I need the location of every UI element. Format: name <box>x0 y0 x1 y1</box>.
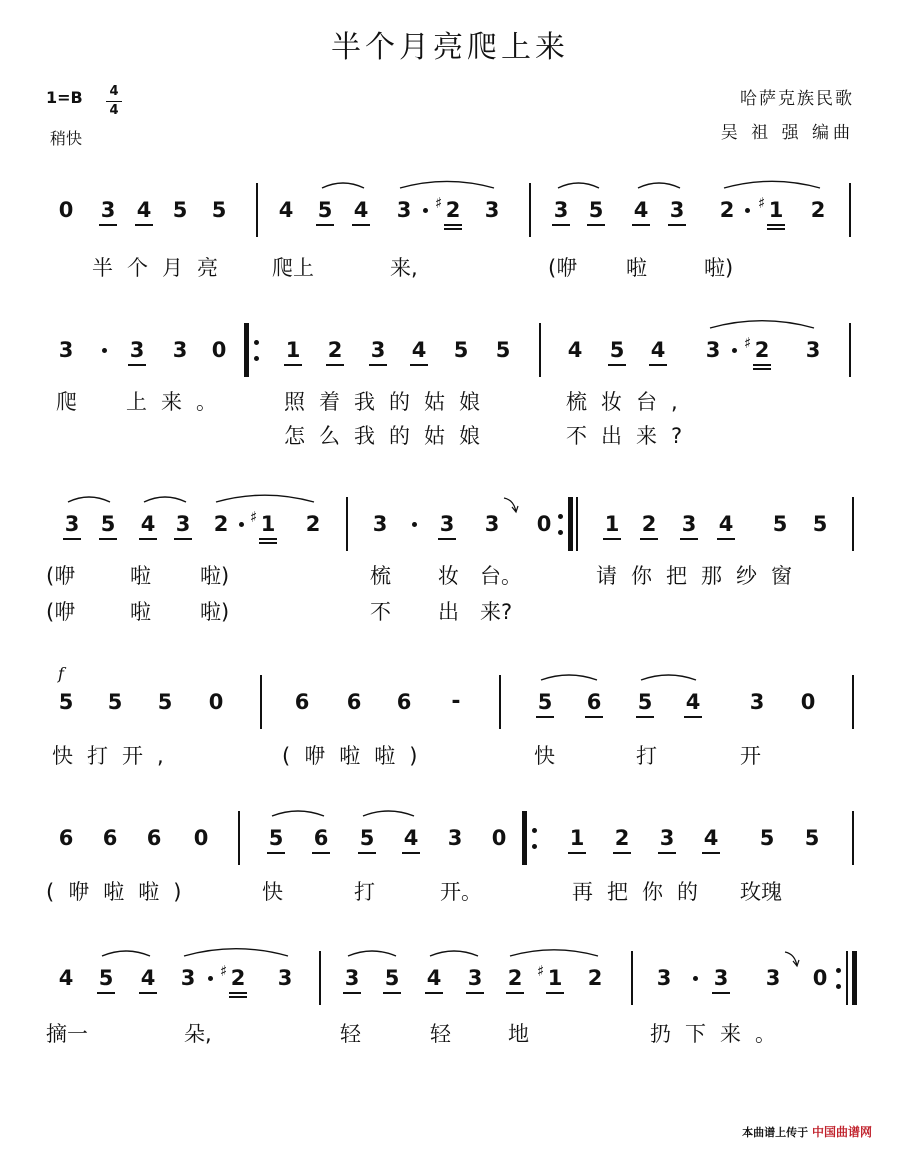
lyric: (咿 <box>548 256 578 280</box>
note: 5 <box>812 512 828 536</box>
lyric: 开 <box>740 744 761 768</box>
barline <box>319 951 321 1005</box>
note: 5 <box>98 966 114 990</box>
barline <box>346 497 348 551</box>
lyric: 啦 <box>130 564 151 588</box>
slur <box>510 950 598 956</box>
note: 2 <box>507 966 523 990</box>
slur <box>558 183 599 188</box>
note: 0 <box>812 966 828 990</box>
lyric: 轻 <box>430 1022 451 1046</box>
tempo-marking: 稍快 <box>50 129 83 148</box>
lyric: 上来。 <box>126 390 231 414</box>
note: 4 <box>650 338 666 362</box>
slur <box>641 675 696 680</box>
note: 5 <box>359 826 375 850</box>
slur <box>348 951 396 956</box>
note: 3 <box>805 338 821 362</box>
beam-underline <box>632 224 650 226</box>
slur <box>363 811 414 816</box>
beam-underline <box>229 996 247 998</box>
lyric: 快 <box>262 880 283 904</box>
note: 3 <box>372 512 388 536</box>
beam-underline <box>402 852 420 854</box>
lyric: 打 <box>636 744 657 768</box>
note: 3 <box>175 512 191 536</box>
note: 2 <box>719 198 735 222</box>
note: 6 <box>396 690 412 714</box>
lyric: 打 <box>354 880 375 904</box>
repeat-dot <box>836 984 841 989</box>
repeat-dot <box>254 340 259 345</box>
beam-underline <box>259 542 277 544</box>
beam-underline <box>668 224 686 226</box>
augmentation-dot <box>412 522 417 527</box>
beam-underline <box>552 224 570 226</box>
augmentation-dot <box>693 976 698 981</box>
lyric: 来, <box>390 256 418 280</box>
barline <box>849 183 851 237</box>
beam-underline <box>717 538 735 540</box>
note: 1 <box>260 512 276 536</box>
note: 5 <box>172 198 188 222</box>
lyric: 不出来? <box>566 424 697 448</box>
lyric: 快 <box>534 744 555 768</box>
beam-underline <box>767 228 785 230</box>
note: 2 <box>305 512 321 536</box>
note: 3 <box>396 198 412 222</box>
lyric: 梳 <box>370 564 391 588</box>
beam-underline <box>753 364 771 366</box>
site-logo: 中国曲谱网 <box>811 1125 872 1139</box>
note: 4 <box>278 198 294 222</box>
beam-underline <box>425 992 443 994</box>
augmentation-dot <box>745 208 750 213</box>
note: 4 <box>58 966 74 990</box>
beam-underline <box>99 538 117 540</box>
barline <box>852 811 854 865</box>
note: 3 <box>484 198 500 222</box>
note: 0 <box>193 826 209 850</box>
slur <box>216 495 314 502</box>
note: 3 <box>180 966 196 990</box>
note: 4 <box>426 966 442 990</box>
note: 5 <box>268 826 284 850</box>
repeat-dot <box>558 530 563 535</box>
beam-underline <box>383 992 401 994</box>
lyric: 照着我的姑娘 <box>284 390 494 414</box>
lyric: 玫瑰 <box>740 880 782 904</box>
beam-underline <box>267 852 285 854</box>
note: 4 <box>703 826 719 850</box>
note: - <box>451 689 461 714</box>
note: 6 <box>146 826 162 850</box>
note: 3 <box>669 198 685 222</box>
breath-arrow <box>504 498 518 512</box>
sharp-sign: ♯ <box>537 962 545 980</box>
lyric: 啦 <box>626 256 647 280</box>
note: 3 <box>64 512 80 536</box>
beam-underline <box>536 716 554 718</box>
lyric: 啦 <box>130 600 151 624</box>
repeat-dot <box>558 514 563 519</box>
barline-thick <box>568 497 573 551</box>
note: 1 <box>547 966 563 990</box>
augmentation-dot <box>102 348 107 353</box>
barline <box>852 675 854 729</box>
lyric: (咿 <box>46 600 76 624</box>
beam-underline <box>259 538 277 540</box>
note: 4 <box>567 338 583 362</box>
slur <box>430 951 478 956</box>
time-signature-top: 4 <box>109 84 119 99</box>
lyric: 开。 <box>440 880 482 904</box>
note: 3 <box>765 966 781 990</box>
note: 3 <box>172 338 188 362</box>
beam-underline <box>603 538 621 540</box>
note: 4 <box>718 512 734 536</box>
beam-underline <box>640 538 658 540</box>
slur <box>68 497 110 502</box>
note: 3 <box>656 966 672 990</box>
note: 5 <box>609 338 625 362</box>
beam-underline <box>139 992 157 994</box>
note: 4 <box>411 338 427 362</box>
key-signature: 1=B <box>46 88 83 107</box>
note: 5 <box>157 690 173 714</box>
lyric: 爬 <box>56 390 77 414</box>
note: 6 <box>346 690 362 714</box>
lyric: 啦) <box>200 564 230 588</box>
note: 2 <box>614 826 630 850</box>
note: 2 <box>327 338 343 362</box>
sharp-sign: ♯ <box>220 962 228 980</box>
note: 2 <box>754 338 770 362</box>
slur <box>272 811 324 816</box>
barline-thick <box>244 323 249 377</box>
barline <box>576 497 578 551</box>
beam-underline <box>712 992 730 994</box>
beam-underline <box>585 716 603 718</box>
beam-underline <box>139 538 157 540</box>
beam-underline <box>352 224 370 226</box>
lyric: 轻 <box>340 1022 361 1046</box>
note: 3 <box>344 966 360 990</box>
note: 2 <box>810 198 826 222</box>
breath-arrow <box>785 952 799 966</box>
note: 0 <box>491 826 507 850</box>
barline <box>238 811 240 865</box>
barline <box>849 323 851 377</box>
beam-underline <box>97 992 115 994</box>
note: 3 <box>553 198 569 222</box>
note: 3 <box>100 198 116 222</box>
barline <box>499 675 501 729</box>
repeat-dot <box>532 844 537 849</box>
slur <box>184 949 288 956</box>
note: 5 <box>317 198 333 222</box>
note: 5 <box>495 338 511 362</box>
note: 3 <box>659 826 675 850</box>
repeat-dot <box>254 356 259 361</box>
note: 5 <box>100 512 116 536</box>
lyric: 地 <box>508 1022 529 1046</box>
barline-thick <box>522 811 527 865</box>
barline <box>260 675 262 729</box>
note: 6 <box>294 690 310 714</box>
beam-underline <box>568 852 586 854</box>
lyric: 请你把那纱窗 <box>596 564 806 588</box>
barline <box>631 951 633 1005</box>
note: 0 <box>211 338 227 362</box>
beam-underline <box>128 364 146 366</box>
barline <box>852 497 854 551</box>
beam-underline <box>410 364 428 366</box>
note: 3 <box>129 338 145 362</box>
credit-arranger: 吴 祖 强 编曲 <box>720 123 854 143</box>
beam-underline <box>506 992 524 994</box>
lyric: 啦) <box>200 600 230 624</box>
sharp-sign: ♯ <box>250 508 258 526</box>
song-title: 半个月亮爬上来 <box>331 30 569 65</box>
beam-underline <box>358 852 376 854</box>
note: 5 <box>384 966 400 990</box>
note: 2 <box>641 512 657 536</box>
footer-prefix: 本曲谱上传于 <box>742 1126 809 1139</box>
lyric: 出 <box>438 600 459 624</box>
note: 3 <box>705 338 721 362</box>
lyric: (咿啦啦) <box>282 744 432 768</box>
augmentation-dot <box>423 208 428 213</box>
credit-origin: 哈萨克族民歌 <box>740 89 854 109</box>
slur <box>710 321 814 328</box>
slur <box>724 181 820 188</box>
note: 6 <box>58 826 74 850</box>
note: 3 <box>749 690 765 714</box>
slur <box>541 675 597 680</box>
beam-underline <box>684 716 702 718</box>
beam-underline <box>680 538 698 540</box>
note: 5 <box>588 198 604 222</box>
note: 5 <box>759 826 775 850</box>
lyric: (咿啦啦) <box>46 880 196 904</box>
beam-underline <box>284 364 302 366</box>
note: 6 <box>313 826 329 850</box>
beam-underline <box>326 364 344 366</box>
beam-underline <box>587 224 605 226</box>
lyric: 朵, <box>184 1022 212 1046</box>
lyric: 扔下来。 <box>650 1022 790 1046</box>
note: 3 <box>58 338 74 362</box>
beam-underline <box>369 364 387 366</box>
slur <box>400 181 494 188</box>
beam-underline <box>444 228 462 230</box>
beam-underline <box>702 852 720 854</box>
lyric: 半个月亮 <box>92 256 232 280</box>
lyric: 妆 <box>438 564 459 588</box>
note: 4 <box>140 512 156 536</box>
lyric: 再把你的 <box>572 880 712 904</box>
lyric: 不 <box>370 600 391 624</box>
note: 4 <box>353 198 369 222</box>
note: 3 <box>370 338 386 362</box>
beam-underline <box>444 224 462 226</box>
beam-underline <box>546 992 564 994</box>
barline <box>529 183 531 237</box>
note: 5 <box>537 690 553 714</box>
beam-underline <box>767 224 785 226</box>
beam-underline <box>636 716 654 718</box>
sharp-sign: ♯ <box>744 334 752 352</box>
note: 2 <box>445 198 461 222</box>
barline-thick <box>852 951 857 1005</box>
note: 5 <box>637 690 653 714</box>
beam-underline <box>649 364 667 366</box>
note: 0 <box>208 690 224 714</box>
slur <box>638 183 680 188</box>
slur <box>322 183 364 188</box>
note: 5 <box>804 826 820 850</box>
beam-underline <box>312 852 330 854</box>
lyric: 啦) <box>704 256 734 280</box>
beam-underline <box>99 224 117 226</box>
beam-underline <box>316 224 334 226</box>
footer-credit <box>742 1123 872 1140</box>
lyric: 来? <box>480 600 513 624</box>
time-signature <box>106 84 122 119</box>
barline <box>539 323 541 377</box>
beam-underline <box>753 368 771 370</box>
note: 1 <box>768 198 784 222</box>
note: 3 <box>713 966 729 990</box>
note: 6 <box>102 826 118 850</box>
slur <box>144 497 186 502</box>
note: 1 <box>604 512 620 536</box>
lyric: 梳妆台, <box>566 390 692 414</box>
augmentation-dot <box>239 522 244 527</box>
note: 4 <box>633 198 649 222</box>
note: 6 <box>586 690 602 714</box>
note: 0 <box>58 198 74 222</box>
beam-underline <box>63 538 81 540</box>
barline <box>846 951 848 1005</box>
note: 2 <box>230 966 246 990</box>
beam-underline <box>658 852 676 854</box>
note: 5 <box>453 338 469 362</box>
note: 4 <box>403 826 419 850</box>
note: 3 <box>467 966 483 990</box>
repeat-dot <box>836 968 841 973</box>
dynamic-marking: f <box>58 664 64 683</box>
note: 3 <box>439 512 455 536</box>
repeat-dot <box>532 828 537 833</box>
lyric: 爬上 <box>272 256 314 280</box>
lyric: 快打开, <box>52 744 178 768</box>
lyric: 怎么我的姑娘 <box>284 424 494 448</box>
note: 1 <box>285 338 301 362</box>
note: 4 <box>136 198 152 222</box>
note: 1 <box>569 826 585 850</box>
sharp-sign: ♯ <box>435 194 443 212</box>
lyric: (咿 <box>46 564 76 588</box>
beam-underline <box>608 364 626 366</box>
barline <box>256 183 258 237</box>
beam-underline <box>343 992 361 994</box>
beam-underline <box>229 992 247 994</box>
time-signature-bottom: 4 <box>106 101 122 119</box>
note: 5 <box>58 690 74 714</box>
augmentation-dot <box>208 976 213 981</box>
note: 5 <box>772 512 788 536</box>
beam-underline <box>135 224 153 226</box>
note: 3 <box>447 826 463 850</box>
note: 3 <box>277 966 293 990</box>
sharp-sign: ♯ <box>758 194 766 212</box>
note: 5 <box>211 198 227 222</box>
beam-underline <box>438 538 456 540</box>
note: 3 <box>484 512 500 536</box>
note: 5 <box>107 690 123 714</box>
note: 0 <box>536 512 552 536</box>
note: 4 <box>685 690 701 714</box>
augmentation-dot <box>732 348 737 353</box>
beam-underline <box>174 538 192 540</box>
slur <box>102 951 150 956</box>
lyric: 摘一 <box>46 1022 88 1046</box>
note: 2 <box>587 966 603 990</box>
beam-underline <box>466 992 484 994</box>
lyric: 台。 <box>480 564 522 588</box>
note: 2 <box>213 512 229 536</box>
note: 4 <box>140 966 156 990</box>
beam-underline <box>613 852 631 854</box>
note: 3 <box>681 512 697 536</box>
note: 0 <box>800 690 816 714</box>
